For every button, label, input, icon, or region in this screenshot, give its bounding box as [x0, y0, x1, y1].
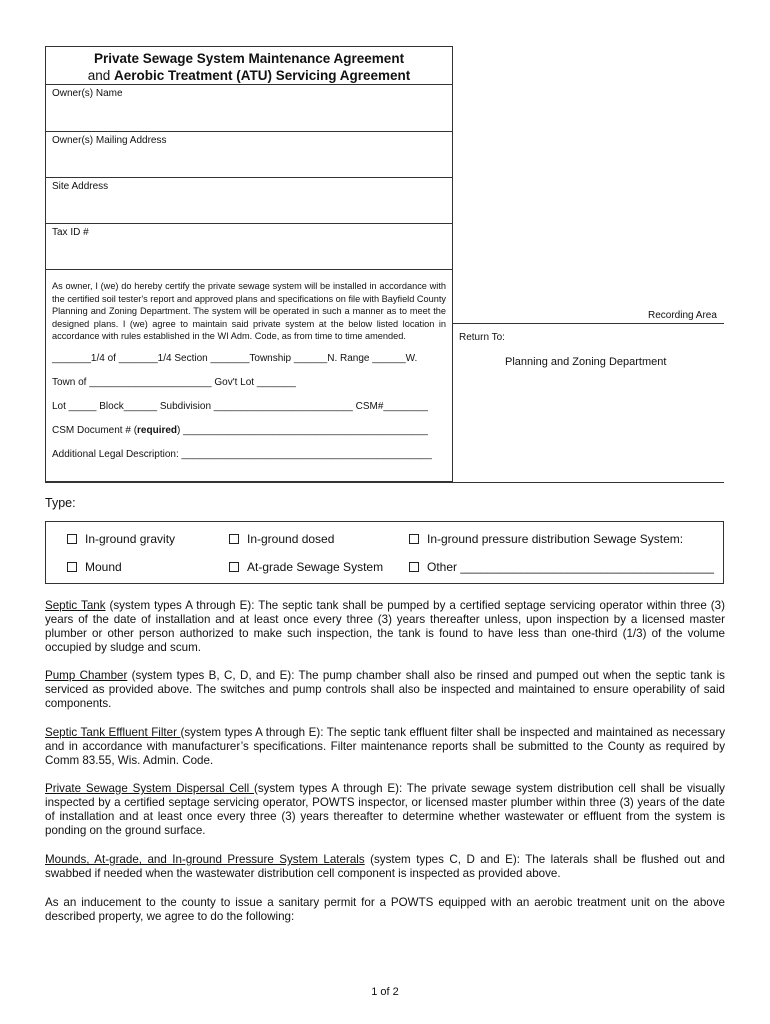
- certification-text: As owner, I (we) do hereby certify the private sewage system will be installed in accordance with the certified soil tester's report and approved plans and specifications on file with Bayfield County Planning and Zoning Department. The system will be operated in such a manner as to meet the designed plans. I (we) agree to maintain said private system at the below listed location in accordance with rules established in the WI Adm. Code, as from time to time amended.: [46, 269, 452, 343]
- inducement-paragraph: [45, 896, 725, 924]
- option-inground-pressure[interactable]: [409, 532, 683, 546]
- option-label: In-ground dosed: [247, 532, 335, 546]
- department-name: Planning and Zoning Department: [505, 356, 667, 368]
- quarter-section-line[interactable]: _______1/4 of _______1/4 Section _______Township ______N. Range ______W.: [52, 352, 418, 364]
- option-label: At-grade Sewage System: [247, 560, 384, 574]
- paragraph-text: (system types A through E): The private sewage system distribution cell shall be visually inspected by a certified septage servicing operator, POWTS inspector, or licensed master plumber within three (3) years of the date of installation and at least once every three (3) years thereafter to determine whether wastewater or effluent from the system is ponding on the ground surface.: [45, 782, 725, 837]
- lot-line[interactable]: Lot _____ Block______ Subdivision _________________________ CSM#________: [52, 400, 428, 412]
- recording-area-label: Recording Area: [648, 310, 717, 321]
- mailing-address-label: Owner(s) Mailing Address: [52, 135, 167, 146]
- paragraph-text: (system types A through E): The septic tank shall be pumped by a certified septage servicing operator within three (3) years of the date of installation and at least once every three (3) years thereafter unless, upon inspection by a licensed master plumber or other person authorized to make such inspection, the tank is found to have less than one-third (1/3) of the volume occupied by sludge and scum.: [45, 599, 725, 654]
- option-at-grade[interactable]: [229, 560, 383, 574]
- section-divider: [45, 482, 724, 483]
- option-other[interactable]: [409, 560, 714, 574]
- owner-name-field[interactable]: [46, 84, 452, 131]
- paragraph-heading: Septic Tank: [45, 599, 106, 612]
- checkbox[interactable]: [409, 562, 419, 572]
- title-line2-prefix: and: [87, 68, 114, 83]
- legal-description-lines: [46, 343, 452, 473]
- title-line2-bold: Aerobic Treatment (ATU) Servicing Agreement: [113, 68, 411, 83]
- town-line[interactable]: Town of ______________________ Gov't Lot _______: [52, 376, 296, 388]
- site-address-label: Site Address: [52, 181, 109, 192]
- option-label: In-ground gravity: [85, 532, 176, 546]
- checkbox[interactable]: [409, 534, 419, 544]
- paragraph-text: (system types B, C, D, and E): The pump chamber shall also be rinsed and pumped out when the septic tank is serviced as provided above. The switches and pump controls shall also be inspected and maintained to ensure operability of said components.: [45, 669, 725, 710]
- checkbox[interactable]: [67, 534, 77, 544]
- checkbox[interactable]: [229, 562, 239, 572]
- tax-id-field[interactable]: [46, 223, 452, 269]
- tax-id-label: Tax ID #: [52, 227, 89, 238]
- title-line1: Private Sewage System Maintenance Agreement: [93, 51, 405, 66]
- option-mound[interactable]: [67, 560, 122, 574]
- csm-doc-required: required: [137, 424, 178, 436]
- recording-divider: [453, 323, 724, 324]
- form-title: [46, 47, 452, 84]
- paragraph-heading: Pump Chamber: [45, 669, 128, 682]
- pump-chamber-paragraph: [45, 669, 725, 711]
- option-label: Other ______________________________________: [427, 560, 714, 574]
- laterals-paragraph: [45, 853, 725, 881]
- paragraph-text: As an inducement to the county to issue a sanitary permit for a POWTS equipped with an aerobic treatment unit on the above described property, we agree to do the following:: [45, 896, 725, 923]
- checkbox[interactable]: [67, 562, 77, 572]
- owner-name-label: Owner(s) Name: [52, 88, 123, 99]
- additional-legal-line[interactable]: Additional Legal Description: _____________________________________________: [52, 448, 432, 460]
- page-number: 1 of 2: [371, 986, 399, 998]
- legal-info-box: [45, 46, 453, 482]
- type-label: Type:: [45, 496, 76, 510]
- paragraph-text: (system types A through E): The septic tank effluent filter shall be inspected and maintained as necessary and in accordance with manufacturer’s specifications. Filter maintenance reports shall be submitted to the County as required by Comm 83.55, Wis. Admin. Code.: [45, 726, 725, 767]
- csm-doc-prefix: CSM Document # (: [52, 424, 138, 436]
- effluent-filter-paragraph: [45, 726, 725, 768]
- return-to-label: Return To:: [459, 332, 505, 343]
- site-address-field[interactable]: [46, 177, 452, 223]
- option-inground-gravity[interactable]: [67, 532, 175, 546]
- type-options-box: [45, 521, 724, 584]
- paragraph-heading: Septic Tank Effluent Filter: [45, 726, 181, 739]
- csm-doc-suffix: ) ____________________________________________: [177, 424, 428, 436]
- paragraph-text: (system types C, D and E): The laterals shall be flushed out and swabbed if needed when the wastewater distribution cell component is inspected as provided above.: [45, 853, 725, 880]
- checkbox[interactable]: [229, 534, 239, 544]
- option-label: Mound: [85, 560, 122, 574]
- option-label: In-ground pressure distribution Sewage System:: [427, 532, 684, 546]
- mailing-address-field[interactable]: [46, 131, 452, 177]
- csm-document-line[interactable]: [52, 425, 452, 449]
- septic-tank-paragraph: [45, 599, 725, 655]
- option-inground-dosed[interactable]: [229, 532, 334, 546]
- paragraph-heading: Private Sewage System Dispersal Cell: [45, 782, 255, 795]
- paragraph-heading: Mounds, At-grade, and In-ground Pressure System Laterals: [45, 853, 365, 866]
- dispersal-cell-paragraph: [45, 782, 725, 838]
